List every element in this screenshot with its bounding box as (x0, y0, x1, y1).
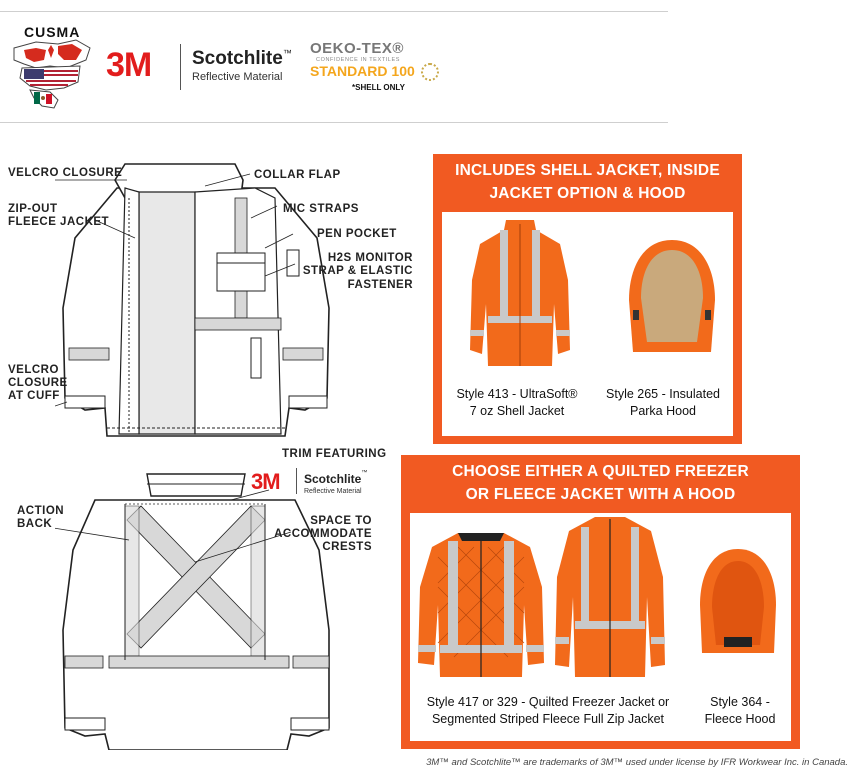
cusma-label: CUSMA (24, 24, 81, 40)
fleece-hood-image (698, 549, 778, 653)
box2-title-line1: CHOOSE EITHER A QUILTED FREEZER (452, 463, 749, 480)
box1-caption1-line1: Style 413 - UltraSoft® (456, 387, 578, 401)
back-scotchlite-logo (304, 470, 367, 495)
oekotex-logo (310, 40, 450, 92)
callout-h2s-1: H2S MONITOR (327, 252, 413, 264)
callout-space-1: SPACE TO (310, 515, 372, 527)
callout-velcro-cuff-2: CLOSURE (8, 377, 68, 389)
box1-title-line2: JACKET OPTION & HOOD (489, 185, 686, 202)
trademark-footer: 3M™ and Scotchlite™ are trademarks of 3M™ used under license by IFR Workwear Inc. in Canada. (426, 757, 848, 768)
fleece-jacket-image (555, 517, 665, 677)
shell-jacket-image (470, 220, 570, 368)
front-jacket-illustration (55, 158, 340, 443)
callout-collar-flap: COLLAR FLAP (254, 169, 341, 181)
parka-hood-image (627, 240, 717, 352)
box2-caption1-line2: Segmented Striped Fleece Full Zip Jacket (431, 712, 665, 726)
box1-caption2-line1: Style 265 - Insulated (606, 387, 720, 401)
callout-space-2: ACCOMMODATE (274, 528, 372, 540)
quilted-freezer-jacket-image (418, 527, 544, 677)
scotchlite-logo (192, 48, 292, 83)
oekotex-flower-icon (421, 63, 439, 81)
scotchlite-tm: ™ (282, 48, 292, 58)
back-jacket-illustration (55, 460, 340, 750)
callout-mic-straps: MIC STRAPS (283, 203, 359, 215)
box-shell-jacket (433, 154, 742, 444)
scotchlite-name: Scotchlite (192, 48, 283, 69)
back-scotchlite-sub: Reflective Material (304, 488, 362, 495)
box1-caption1-line2: 7 oz Shell Jacket (469, 404, 565, 418)
callout-space-3: CRESTS (322, 541, 372, 553)
callout-pen-pocket: PEN POCKET (317, 228, 397, 240)
logo-divider (180, 44, 181, 90)
header-bottom-rule (0, 122, 668, 123)
callout-velcro-cuff-1: VELCRO (8, 364, 59, 376)
cusma-logo (6, 24, 96, 114)
north-america-map-icon (6, 38, 96, 114)
oekotex-standard: STANDARD 100 (310, 63, 415, 80)
box2-caption1-line1: Style 417 or 329 - Quilted Freezer Jacket or (426, 695, 670, 709)
box-freezer-fleece (401, 455, 800, 749)
callout-velcro-closure: VELCRO CLOSURE (8, 167, 123, 179)
callout-h2s-2: STRAP & ELASTIC (302, 265, 413, 277)
back-3m-logo: 3M (251, 469, 280, 494)
callout-action-1: ACTION (17, 505, 65, 517)
callout-trim-featuring: TRIM FEATURING (282, 448, 387, 460)
callout-zip-out-1: ZIP-OUT (8, 203, 58, 215)
oekotex-sub: CONFIDENCE IN TEXTILES (316, 57, 400, 63)
oekotex-note: *SHELL ONLY (352, 83, 405, 93)
callout-velcro-cuff-3: AT CUFF (8, 390, 60, 402)
box2-caption2-line2: Fleece Hood (704, 712, 776, 726)
callout-zip-out-2: FLEECE JACKET (8, 216, 110, 228)
scotchlite-sub: Reflective Material (192, 71, 283, 83)
box2-caption2-line1: Style 364 - (710, 695, 770, 709)
callout-action-2: BACK (17, 518, 53, 530)
back-scotchlite-tm: ™ (361, 470, 368, 476)
3m-logo: 3M (106, 46, 152, 84)
box1-caption2-line2: Parka Hood (629, 404, 696, 418)
box2-title-line2: OR FLEECE JACKET WITH A HOOD (465, 486, 736, 503)
back-scotchlite-name: Scotchlite (304, 472, 362, 486)
box1-title-line1: INCLUDES SHELL JACKET, INSIDE (455, 162, 720, 179)
box2-content (410, 513, 791, 741)
box1-content (442, 212, 733, 436)
back-logo-divider (296, 468, 297, 494)
oekotex-title: OEKO-TEX® (310, 40, 404, 57)
top-rule (0, 11, 668, 12)
callout-h2s-3: FASTENER (347, 279, 413, 291)
